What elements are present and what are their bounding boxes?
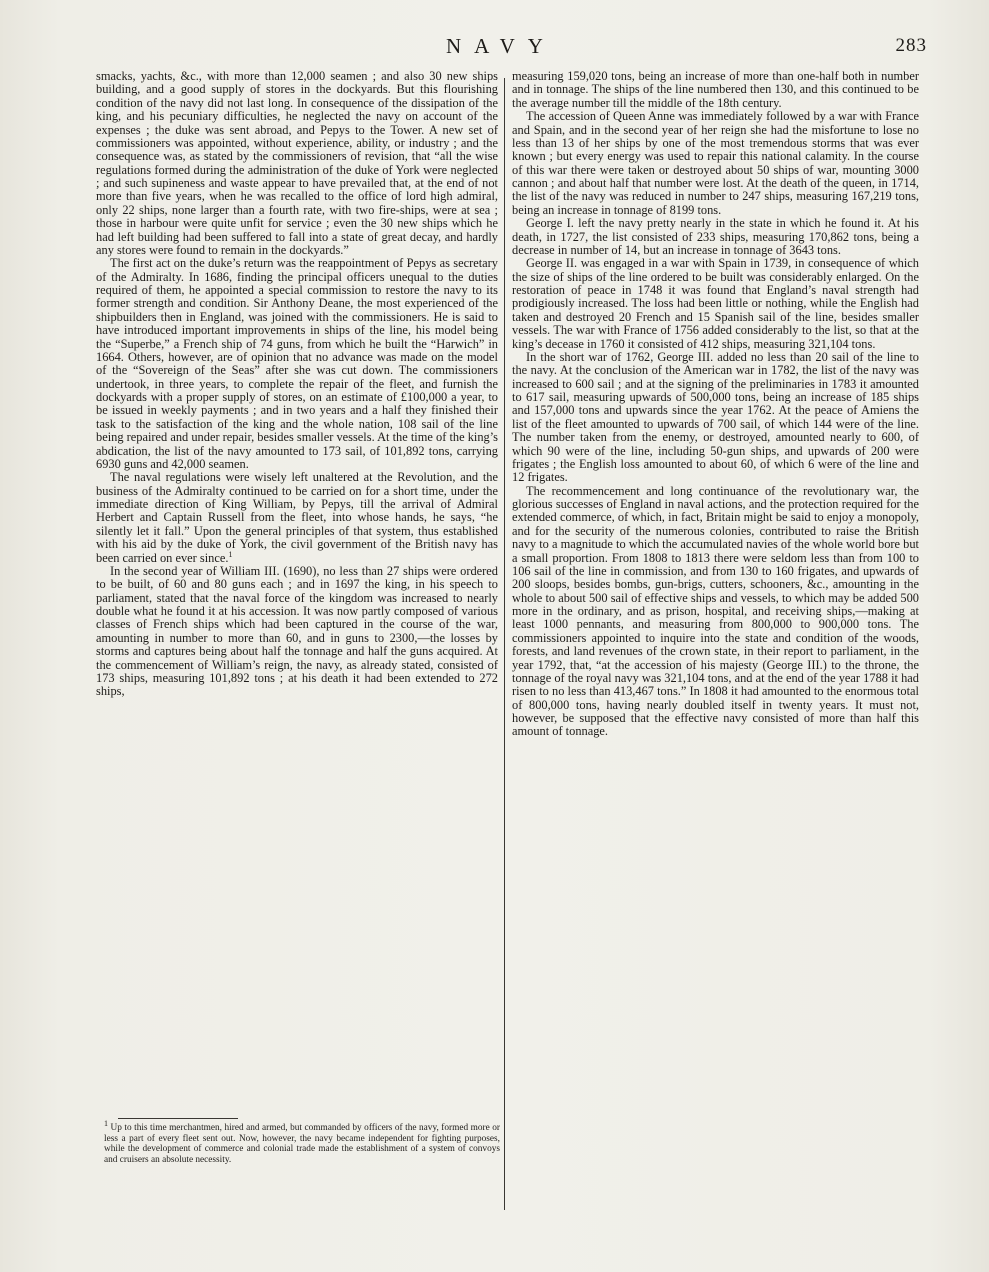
paragraph: George I. left the navy pretty nearly in the state in which he found it. At his death, in 1727, the list consisted of 233 ships, measuring 170,862 tons, being a decrease in number of 14, but an increase in tonnage of 3643 tons. — [512, 216, 919, 257]
footnote-reference[interactable]: 1 — [228, 549, 233, 559]
paragraph: In the short war of 1762, George III. added no less than 20 sail of the line to the navy. At the conclusion of the American war in 1782, the list of the navy was increased to 600 sail ; and at the signing of the preliminaries in 1783 it amounted to 617 sail, measuring upwards of 500,000 tons, being an increase of 185 ships and 157,000 tons and upwards since the year 1762. At the peace of Amiens the list of the fleet amounted to upwards of 700 sail, of which 144 were of the line. The number taken from the enemy, or destroyed, amounted nearly to 600, of which 90 were of the line, including 50-gun ships, and upwards of 200 were frigates ; the English loss amounted to about 60, of which 6 were of the line and 12 frigates. — [512, 349, 919, 485]
page-title: NAVY — [446, 34, 556, 58]
paragraph: The accession of Queen Anne was immediately followed by a war with France and Spain, and in the second year of her reign she had the misfortune to lose no less than 13 of her ships by one of the most tremendous storms that was ever known ; but every energy was used to repair this national calamity. In the course of this war there were taken or destroyed about 50 ships of war, mounting 3000 cannon ; and about half that number were lost. At the death of the queen, in 1714, the list of the navy was reduced in number to 247 ships, measuring 167,219 tons, being an increase in tonnage of 8199 tons. — [512, 109, 919, 217]
paragraph: George II. was engaged in a war with Spain in 1739, in consequence of which the size of ships of the line ordered to be built was considerably enlarged. On the restoration of peace in 1748 it was found that England’s naval strength had prodigiously increased. The loss had been little or nothing, while the English had taken and destroyed 20 French and 15 Spanish sail of the line, besides smaller vessels. The war with France of 1756 added considerably to the list, so that at the king’s decease in 1760 it consisted of 412 ships, measuring 321,104 tons. — [512, 256, 919, 351]
left-column — [96, 70, 498, 699]
paragraph: The first act on the duke’s return was the reappointment of Pepys as secretary of the Admiralty. In 1686, finding the principal officers unequal to the duties required of them, he appointed a special commission to restore the navy to its former strength and condition. Sir Anthony Deane, the most experienced of the shipbuilders then in England, was joined with the commissioners. He is said to have introduced important improvements in ships of the line, his model being the “Superbe,” a French ship of 74 guns, from which he built the “Harwich” in 1664. Others, however, are of opinion that no advance was made on the model of the “Sovereign of the Seas” after she was cut down. The commissioners undertook, in three years, to complete the repair of the fleet, and furnish the dockyards with a proper supply of stores, on an estimate of £100,000 a year, to be issued in weekly payments ; and in two years and a half they finished their task to the satisfaction of the king and the whole nation, 108 sail of the line being repaired and under repair, besides smaller vessels. At the time of the king’s abdication, the list of the navy amounted to 173 sail, of 101,892 tons, carrying 6930 guns and 42,000 seamen. — [96, 256, 498, 471]
paragraph: In the second year of William III. (1690), no less than 27 ships were ordered to be built, of 60 and 80 guns each ; and in 1697 the king, in his speech to parliament, stated that the naval force of the kingdom was increased to nearly double what he found it at his accession. It was now partly composed of various classes of French ships which had been captured in the course of the war, amounting in number to more than 60, and in guns to 2300,—the losses by storms and captures being about half the tonnage and half the guns acquired. At the commencement of William’s reign, the navy, as already stated, consisted of 173 ships, measuring 101,892 tons ; at his death it had been extended to 272 ships, — [96, 563, 498, 699]
paragraph: The recommencement and long continuance of the revolutionary war, the glorious successes of England in naval actions, and the protection required for the extended commerce, of which, in fact, Britain might be said to enjoy a monopoly, and for the security of the numerous colonies, contributed to raise the British navy to a magnitude to which the accumulated navies of the whole world bore but a small proportion. From 1808 to 1813 there were seldom less than from 100 to 106 sail of the line in commission, and from 130 to 160 frigates, and upwards of 200 sloops, besides bombs, gun-brigs, cutters, schooners, &c., amounting in the whole to about 500 sail of effective ships and vessels, to which may be added 500 more in the ordinary, and as prison, hospital, and receiving ships,—making at least 1000 pennants, and measuring from 800,000 to 900,000 tons. The commissioners appointed to inquire into the state and condition of the woods, forests, and land revenues of the crown state, in their report to parliament, in the year 1792, that, “at the accession of his majesty (George III.) to the throne, the tonnage of the royal navy was 321,104 tons, and at the end of the year 1788 it had risen to no less than 413,467 tons.” In 1808 it had amounted to the enormous total of 800,000 tons, having nearly doubled itself in twenty years. It must not, however, be supposed that the effective navy consisted of more than half this amount of tonnage. — [512, 483, 919, 739]
right-column — [512, 70, 919, 739]
footnote-text: Up to this time merchantmen, hired and armed, but commanded by officers of the navy, formed more or less a part of every fleet sent out. Now, however, the navy became independent for fighting purposes, while the development of commerce and colonial trade made the establishment of a system of convoys and cruisers an absolute necessity. — [104, 1123, 501, 1165]
running-head — [0, 34, 989, 64]
footnote-marker: 1 — [104, 1118, 108, 1128]
paragraph-text: The naval regulations were wisely left unaltered at the Revolution, and the business of the Admiralty continued to be carried on for a short time, under the immediate direction of King William, by Pepys, till the arrival of Admiral Herbert and Captain Russell from the fleet, into whose hands, he says, “he silently let it fall.” Upon the general principles of that system, thus established with his aid by the duke of York, the civil government of the British navy has been carried on ever since. — [96, 470, 498, 565]
footnote — [104, 1118, 501, 1165]
page-number: 283 — [895, 35, 927, 56]
paragraph: smacks, yachts, &c., with more than 12,000 seamen ; and also 30 new ships building, and a good supply of stores in the dockyards. But this flourishing condition of the navy did not last long. In consequence of the dissipation of the king, and his pecuniary difficulties, he neglected the navy on account of the expenses ; the duke was sent abroad, and Pepys to the Tower. A new set of commissioners was appointed, without experience, ability, or industry ; and the consequence was, as stated by the commissioners of revision, that “all the wise regulations formed during the administration of the duke of York were neglected ; and such supineness and waste appear to have prevailed that, at the end of not more than five years, when he was recalled to the office of lord high admiral, only 22 ships, none larger than a fourth rate, with two fire-ships, were at sea ; those in harbour were quite unfit for service ; even the 30 new ships which he had left building had been suffered to fall into a state of great decay, and hardly any stores were found to remain in the dockyards.” — [96, 69, 498, 257]
column-divider — [504, 78, 505, 1210]
footnote-divider — [118, 1118, 238, 1119]
paragraph — [96, 471, 498, 565]
paragraph: measuring 159,020 tons, being an increase of more than one-half both in number and in tonnage. The ships of the line numbered then 130, and this continued to be the average number till the middle of the 18th century. — [512, 69, 919, 110]
